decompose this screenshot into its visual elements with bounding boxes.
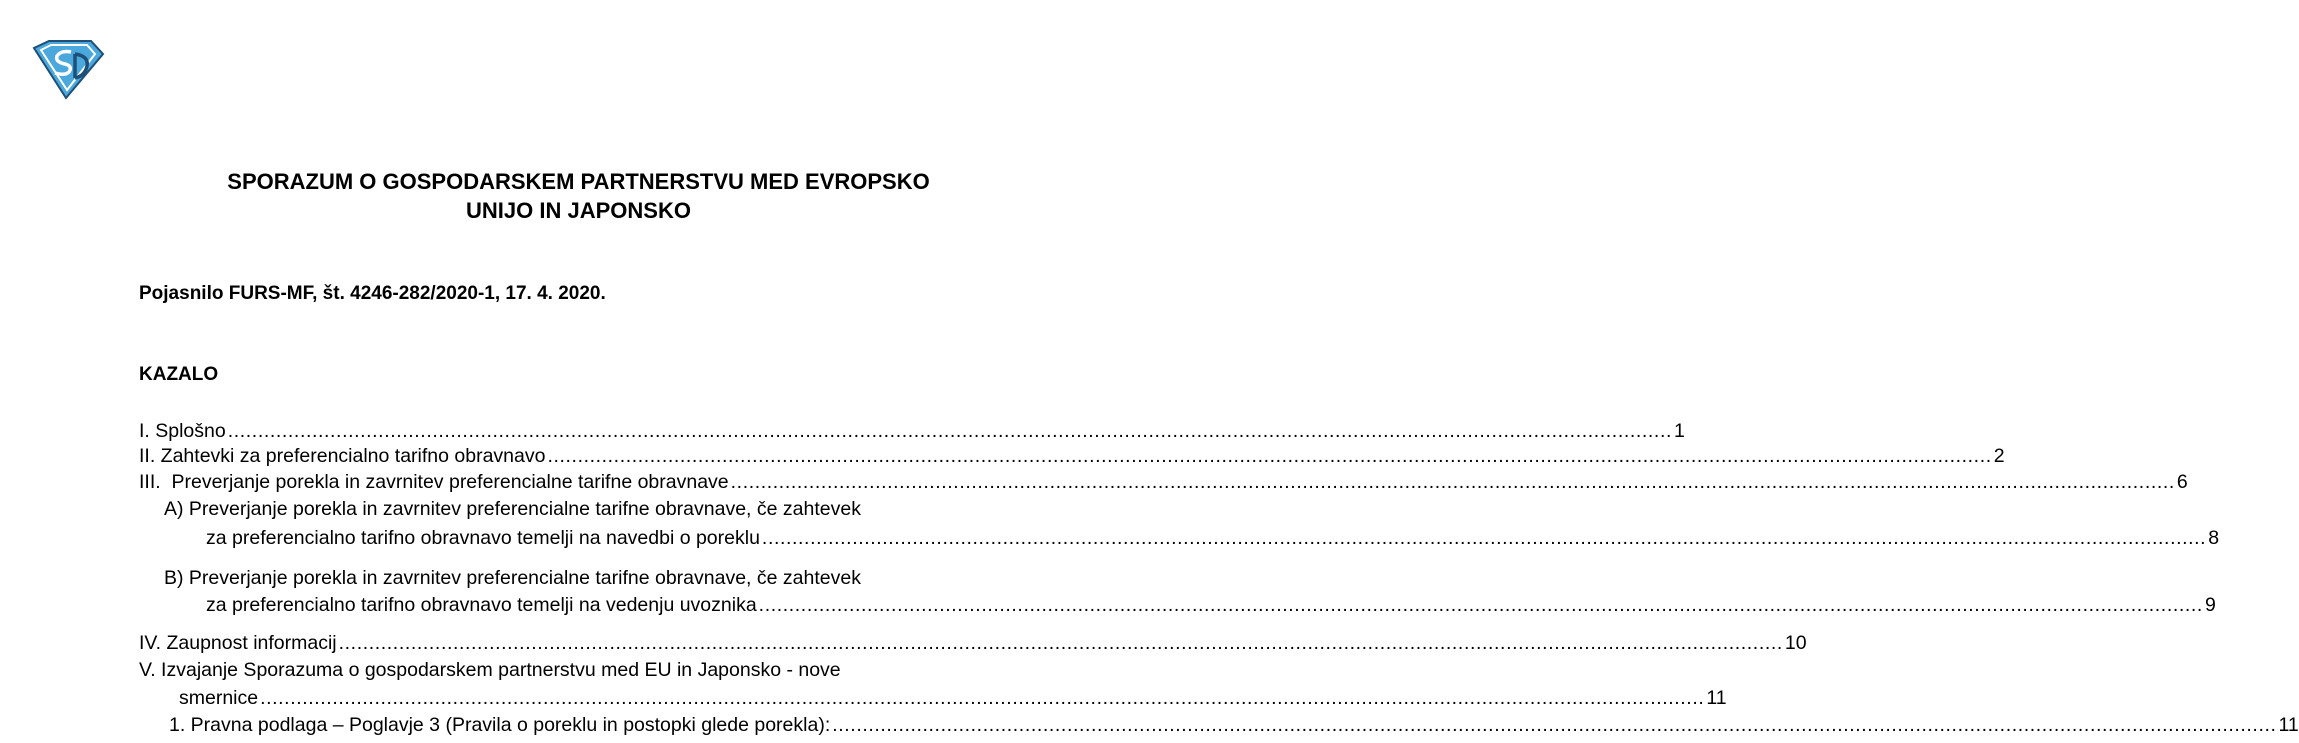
toc-page-number: 2 [1993, 445, 2005, 467]
toc-page-number: 6 [2176, 471, 2188, 493]
toc-page-number: 10 [1784, 632, 1807, 654]
toc-page-number: 11 [1706, 687, 1727, 709]
toc-entry[interactable]: IV. Zaupnost informacij ................................................................................................................................................................................................................................................ 10 [139, 632, 1807, 654]
toc-entry[interactable]: smernice ................................................................................................................................................................................................................................................ 11 [179, 687, 1727, 709]
toc-entry-line-1[interactable]: B) Preverjanje porekla in zavrnitev preferencialne tarifne obravnave, če zahtevek [164, 567, 861, 589]
toc-entry[interactable]: I. Splošno ................................................................................................................................................................................................................................................ 1 [139, 420, 1685, 442]
toc-page-number: 1 [1674, 420, 1685, 442]
toc-entry-line-1[interactable]: V. Izvajanje Sporazuma o gospodarskem partnerstvu med EU in Japonsko - nove [139, 659, 841, 681]
toc-entry[interactable]: III. Preverjanje porekla in zavrnitev preferencialne tarifne obravnave ................................................................................................................................................................................................................................................ 6 [139, 471, 2188, 493]
toc-page-number: 11 [2278, 714, 2299, 736]
toc-entry-line-1[interactable]: A) Preverjanje porekla in zavrnitev preferencialne tarifne obravnave, če zahtevek [164, 498, 861, 520]
document-title [0, 167, 1157, 225]
reference-line: Pojasnilo FURS-MF, št. 4246-282/2020-1, 17. 4. 2020. [139, 283, 606, 304]
title-line-2: UNIJO IN JAPONSKO [466, 198, 691, 223]
toc-entry[interactable]: 1. Pravna podlaga – Poglavje 3 (Pravila o poreklu in postopki glede porekla): ................................................................................................................................................................................................................................................ 11 [169, 714, 2299, 736]
toc-entry[interactable]: za preferencialno tarifno obravnavo temelji na vedenju uvoznika ................................................................................................................................................................................................................................................ 9 [206, 594, 2216, 616]
toc-page-number: 9 [2204, 594, 2216, 616]
toc-page-number: 8 [2208, 527, 2220, 549]
toc-entry[interactable]: za preferencialno tarifno obravnavo temelji na navedbi o poreklu ................................................................................................................................................................................................................................................ 8 [206, 527, 2220, 549]
toc-heading: KAZALO [139, 364, 219, 385]
toc-entry[interactable]: II. Zahtevki za preferencialno tarifno obravnavo ................................................................................................................................................................................................................................................ 2 [139, 445, 2005, 467]
title-line-1: SPORAZUM O GOSPODARSKEM PARTNERSTVU MED EVROPSKO [227, 169, 930, 194]
logo-emblem [31, 40, 105, 100]
